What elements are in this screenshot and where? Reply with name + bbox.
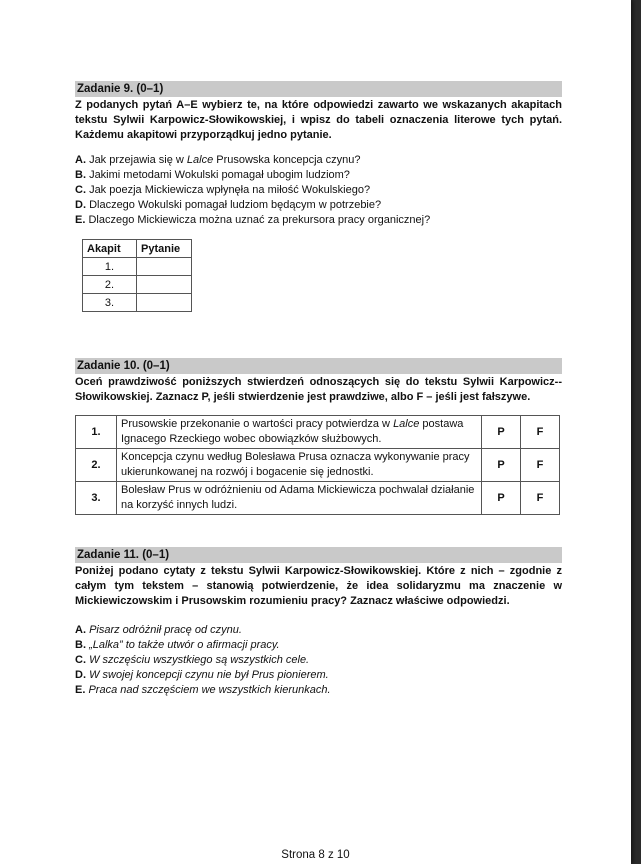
column-header-akapit: Akapit (83, 240, 137, 258)
statement-text: Prusowskie przekonanie o wartości pracy potwierdza w Lalce postawa Ignacego Rzeckiego wobec obowiązków służbowych. (117, 416, 482, 449)
table-header-row (83, 240, 192, 258)
table-row (76, 482, 560, 515)
task-11-option-b[interactable]: B. „Lalka” to także utwór o afirmacji pracy. (75, 639, 280, 651)
task-9 (75, 81, 562, 312)
paragraph-number: 1. (83, 258, 137, 276)
task-9-option-c[interactable]: C. Jak poezja Mickiewicza wpłynęła na miłość Wokulskiego? (75, 184, 371, 196)
page-number: Strona 8 z 10 (281, 849, 350, 861)
statement-number: 1. (76, 416, 117, 449)
task-11-header: Zadanie 11. (0–1) (75, 547, 562, 563)
task-11-instruction: Poniżej podano cytaty z tekstu Sylwii Karpowicz-Słowikowskiej. Które z nich – zgodnie z całym tym tekstem – stanowią potwierdzenie, że idea solidaryzmu ma znaczenie w Mickiewiczowskim i Prusowskim rozumieniu pracy? Zaznacz właściwe odpowiedzi. (75, 565, 562, 607)
column-header-pytanie: Pytanie (137, 240, 192, 258)
task-10-statements-table (75, 415, 560, 515)
table-row (76, 416, 560, 449)
task-11-option-d[interactable]: D. W swojej koncepcji czynu nie był Prus pionierem. (75, 669, 329, 681)
statement-number: 3. (76, 482, 117, 515)
task-10-instruction: Oceń prawdziwość poniższych stwierdzeń odnoszących się do tekstu Sylwii Karpowicz--Słowikowskiej. Zaznacz P, jeśli stwierdzenie jest prawdziwe, albo F – jeśli jest fałszywe. (75, 376, 562, 403)
task-9-header: Zadanie 9. (0–1) (75, 81, 562, 97)
table-row (83, 294, 192, 312)
true-option[interactable]: P (482, 482, 521, 515)
task-11-options (75, 623, 562, 698)
answer-cell[interactable] (137, 276, 192, 294)
paragraph-number: 2. (83, 276, 137, 294)
task-10-header: Zadanie 10. (0–1) (75, 358, 562, 374)
paragraph-number: 3. (83, 294, 137, 312)
task-9-answer-table (82, 239, 192, 312)
statement-text: Bolesław Prus w odróżnieniu od Adama Mickiewicza pochwalał działanie na korzyść innych ludzi. (117, 482, 482, 515)
answer-cell[interactable] (137, 258, 192, 276)
false-option[interactable]: F (521, 482, 560, 515)
task-11 (75, 547, 562, 698)
false-option[interactable]: F (521, 449, 560, 482)
answer-cell[interactable] (137, 294, 192, 312)
false-option[interactable]: F (521, 416, 560, 449)
table-row (83, 258, 192, 276)
task-9-option-a[interactable]: A. Jak przejawia się w Lalce Prusowska koncepcja czynu? (75, 154, 361, 166)
table-row (83, 276, 192, 294)
task-10 (75, 358, 562, 515)
task-11-option-e[interactable]: E. Praca nad szczęściem we wszystkich kierunkach. (75, 684, 331, 696)
task-9-options (75, 153, 562, 228)
statement-number: 2. (76, 449, 117, 482)
task-9-option-b[interactable]: B. Jakimi metodami Wokulski pomagał ubogim ludziom? (75, 169, 350, 181)
true-option[interactable]: P (482, 449, 521, 482)
statement-text: Koncepcja czynu według Bolesława Prusa oznacza wykonywanie pracy ukierunkowanej na rozwój i bogacenie się jednostki. (117, 449, 482, 482)
true-option[interactable]: P (482, 416, 521, 449)
task-11-option-c[interactable]: C. W szczęściu wszystkiego są wszystkich cele. (75, 654, 310, 666)
task-9-instruction: Z podanych pytań A–E wybierz te, na które odpowiedzi zawarto we wskazanych akapitach tekstu Sylwii Karpowicz-Słowikowskiej, i wpisz do tabeli oznaczenia literowe tych pytań. Każdemu akapitowi przyporządkuj jedno pytanie. (75, 99, 562, 141)
task-9-option-d[interactable]: D. Dlaczego Wokulski pomagał ludziom będącym w potrzebie? (75, 199, 382, 211)
task-11-option-a[interactable]: A. Pisarz odróżnił pracę od czynu. (75, 624, 242, 636)
task-9-option-e[interactable]: E. Dlaczego Mickiewicza można uznać za prekursora pracy organicznej? (75, 214, 431, 226)
table-row (76, 449, 560, 482)
